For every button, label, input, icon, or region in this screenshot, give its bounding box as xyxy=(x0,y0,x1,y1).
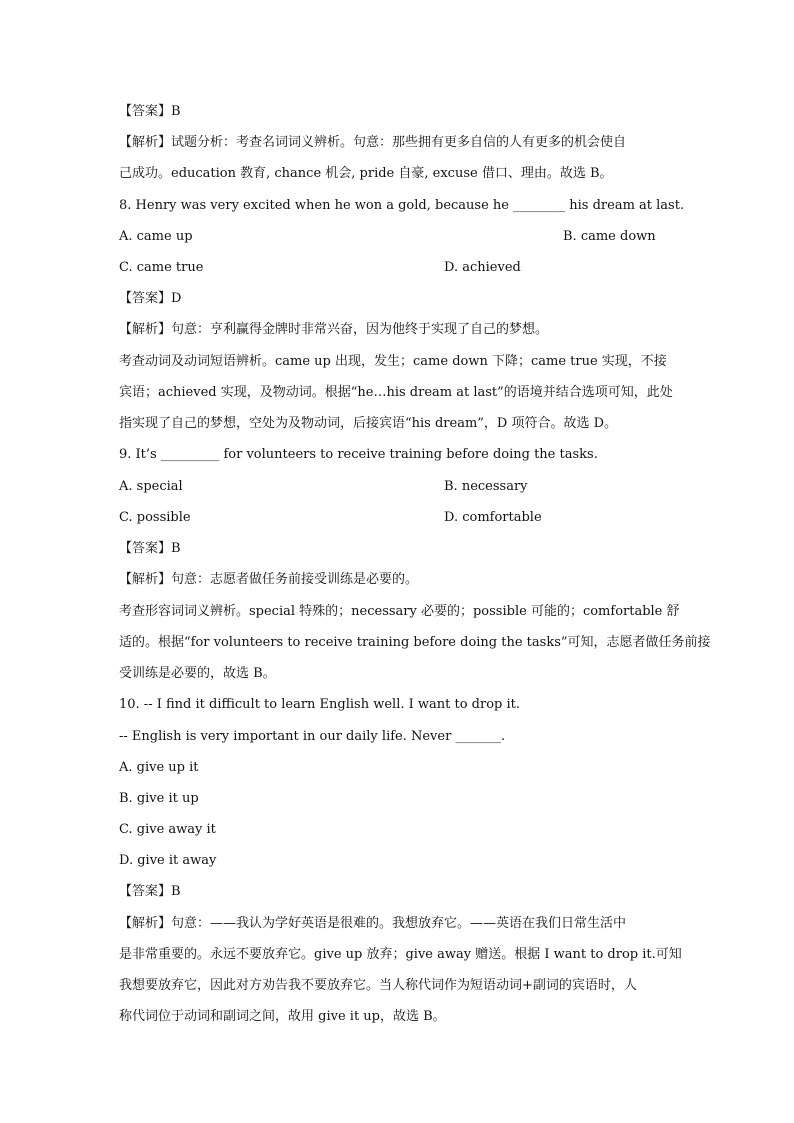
question-text: for volunteers to receive training before doing the tasks. xyxy=(219,447,598,462)
option-a: A. came up xyxy=(119,229,193,244)
question-text: -- English is very important in our daily life. Never xyxy=(119,729,456,744)
option-a: A. special xyxy=(119,479,183,494)
explanation-text: 宾语；achieved 实现，及物动词。根据“he…his dream at last”的语境并结合选项可知，此处 xyxy=(119,385,673,400)
answer-blank: ________ xyxy=(513,198,566,213)
explanation-text: 是非常重要的。永远不要放弃它。give up 放弃；give away 赠送。根据 I want to drop it.可知 xyxy=(119,947,682,962)
question-text: his dream at last. xyxy=(565,198,685,213)
explanation-text: 指实现了自己的梦想，空处为及物动词，后接宾语“his dream”，D 项符合。故选 D。 xyxy=(119,416,618,431)
explanation-text: 【解析】试题分析：考查名词词义辨析。句意：那些拥有更多自信的人有更多的机会使自 xyxy=(119,135,627,150)
option-b: B. necessary xyxy=(444,479,528,494)
option-c: C. came true xyxy=(119,260,204,275)
option-d: D. give it away xyxy=(119,853,217,868)
option-b: B. came down xyxy=(563,229,656,244)
answer-blank: _________ xyxy=(160,447,220,462)
question-text: 8. Henry was very excited when he won a gold, because he xyxy=(119,198,514,213)
question-text: 9. It’s xyxy=(119,447,161,462)
answer-label: 【答案】D xyxy=(119,291,182,306)
option-a: A. give up it xyxy=(119,760,199,775)
explanation-text: 称代词位于动词和副词之间，故用 give it up，故选 B。 xyxy=(119,1009,446,1024)
option-b: B. give it up xyxy=(119,791,199,806)
question-text: . xyxy=(500,729,506,744)
explanation-text: 考查动词及动词短语辨析。came up 出现，发生；came down 下降；came true 实现，不接 xyxy=(119,354,667,369)
explanation-text: 【解析】句意：志愿者做任务前接受训练是必要的。 xyxy=(119,572,419,587)
question-10-response xyxy=(119,727,505,747)
option-row xyxy=(119,258,521,278)
option-c: C. possible xyxy=(119,510,191,525)
option-d: D. comfortable xyxy=(444,510,542,525)
question-8 xyxy=(119,196,684,216)
explanation-text: 【解析】句意：——我认为学好英语是很难的。我想放弃它。——英语在我们日常生活中 xyxy=(119,916,627,931)
answer-label: 【答案】B xyxy=(119,541,181,556)
option-row xyxy=(119,508,542,528)
option-row xyxy=(119,477,528,497)
explanation-text: 己成功。education 教育, chance 机会, pride 自豪, excuse 借口、理由。故选 B。 xyxy=(119,166,613,181)
explanation-text: 考查形容词词义辨析。special 特殊的；necessary 必要的；possible 可能的；comfortable 舒 xyxy=(119,604,680,619)
question-9 xyxy=(119,445,598,465)
explanation-text: 【解析】句意：亨利赢得金牌时非常兴奋，因为他终于实现了自己的梦想。 xyxy=(119,322,549,337)
explanation-text: 受训练是必要的，故选 B。 xyxy=(119,666,276,681)
answer-label: 【答案】B xyxy=(119,104,181,119)
answer-blank: _______ xyxy=(455,729,501,744)
answer-label: 【答案】B xyxy=(119,884,181,899)
question-10: 10. -- I find it difficult to learn English well. I want to drop it. xyxy=(119,697,521,712)
option-c: C. give away it xyxy=(119,822,216,837)
option-d: D. achieved xyxy=(444,260,521,275)
explanation-text: 适的。根据“for volunteers to receive training before doing the tasks”可知，志愿者做任务前接 xyxy=(119,635,711,650)
option-row xyxy=(119,227,656,247)
explanation-text: 我想要放弃它，因此对方劝告我不要放弃它。当人称代词作为短语动词+副词的宾语时，人 xyxy=(119,978,637,993)
